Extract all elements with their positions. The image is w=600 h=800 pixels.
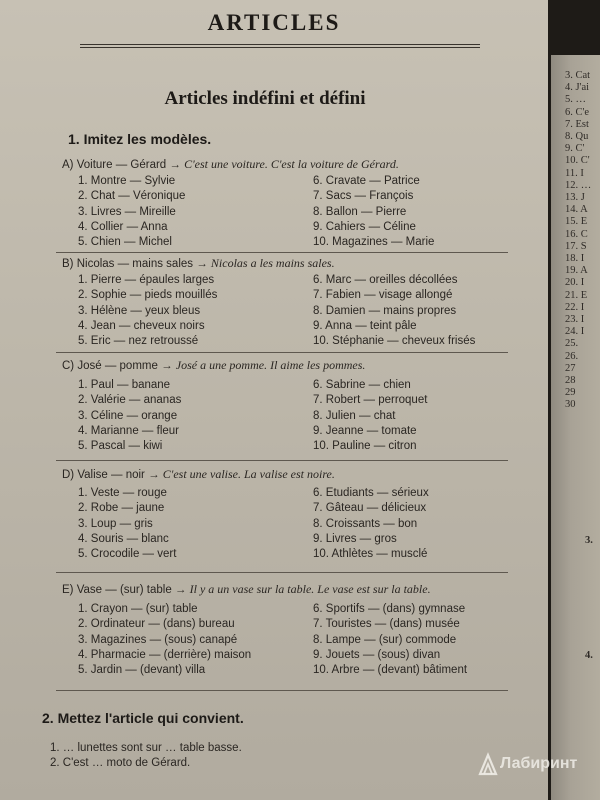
section-divider — [56, 690, 508, 691]
model-result: C'est une valise. La valise est noire. — [162, 467, 335, 481]
exercise-item: 2. Chat — Véronique — [78, 190, 186, 203]
model-b — [62, 256, 335, 271]
facing-page-fragment: 29 — [565, 387, 576, 399]
exercise-item: 10. Athlètes — musclé — [313, 548, 428, 561]
exercise-item: 9. Anna — teint pâle — [313, 319, 417, 332]
facing-page-fragment: 11. I — [565, 167, 584, 179]
model-c — [62, 358, 365, 373]
exercise-line: 1. … lunettes sont sur … table basse. — [50, 742, 242, 754]
exercise-item: 1. Veste — rouge — [78, 487, 167, 499]
facing-page-fragment: 22. I — [565, 301, 585, 313]
exercise-item: 9. Jouets — (sous) divan — [313, 648, 441, 661]
model-label: D) — [62, 469, 75, 481]
exercise-item: 8. Lampe — (sur) commode — [313, 633, 457, 646]
facing-page-fragment: 4. — [585, 650, 593, 661]
model-prompt: Voiture — Gérard → — [76, 159, 181, 171]
exercise-item: 3. Loup — gris — [78, 517, 153, 530]
model-label: E) — [62, 584, 74, 596]
exercise-item: 8. Damien — mains propres — [313, 304, 457, 317]
exercise-item: 2. Ordinateur — (dans) bureau — [78, 618, 235, 631]
section-divider — [56, 352, 508, 353]
exercise-item: 8. Julien — chat — [313, 409, 396, 422]
exercise-item: 7. Robert — perroquet — [313, 394, 428, 407]
exercise-item: 9. Livres — gros — [313, 532, 397, 545]
model-result: C'est une voiture. C'est la voiture de Gérard. — [184, 157, 399, 171]
exercise-item: 6. Cravate — Patrice — [313, 175, 420, 187]
model-d — [62, 467, 335, 482]
exercise-item: 3. Livres — Mireille — [78, 205, 176, 218]
facing-page-fragment: 16. C — [565, 228, 588, 240]
facing-page-fragment: 15. E — [565, 216, 588, 228]
model-prompt: Valise — noir → — [77, 469, 160, 481]
exercise-item: 10. Pauline — citron — [313, 440, 417, 453]
exercise-item: 1. Montre — Sylvie — [78, 175, 176, 187]
exercise-item: 1. Pierre — épaules larges — [78, 274, 215, 286]
watermark — [478, 752, 577, 776]
exercise-item: 2. Robe — jaune — [78, 502, 165, 515]
section-divider — [56, 252, 508, 253]
model-label: B) — [62, 258, 74, 270]
exercise-item: 7. Touristes — (dans) musée — [313, 618, 460, 631]
exercise-item: 1. Paul — banane — [78, 379, 171, 391]
exercise-item: 3. Magazines — (sous) canapé — [78, 633, 238, 646]
facing-page-fragment: 26. — [565, 350, 579, 362]
exercise-item: 6. Sportifs — (dans) gymnase — [313, 603, 466, 615]
facing-page-fragment: 9. C' — [565, 143, 585, 155]
exercise-item: 10. Stéphanie — cheveux frisés — [313, 335, 476, 348]
exercise-item: 7. Sacs — François — [313, 190, 414, 203]
exercise-item: 2. Valérie — ananas — [78, 394, 182, 407]
exercise-item: 3. Hélène — yeux bleus — [78, 304, 201, 317]
facing-page-fragment: 20. I — [565, 277, 585, 289]
exercise-item: 6. Sabrine — chien — [313, 379, 411, 391]
model-a — [62, 157, 399, 172]
exercise-item: 3. Céline — orange — [78, 409, 178, 422]
exercise-item: 10. Arbre — (devant) bâtiment — [313, 664, 468, 677]
facing-page-fragment: 13. J — [565, 192, 585, 203]
exercise-item: 5. Eric — nez retroussé — [78, 335, 199, 348]
facing-page-fragment: 18. I — [565, 253, 585, 264]
exercise-item: 4. Souris — blanc — [78, 532, 169, 545]
exercise-item: 7. Gâteau — délicieux — [313, 502, 427, 515]
chapter-header: ARTICLES — [207, 10, 341, 35]
exercise-2-lines — [50, 741, 242, 771]
facing-page-fragment: 28 — [565, 375, 576, 386]
facing-page-fragment: 17. S — [565, 240, 587, 252]
facing-page-fragment: 6. C'e — [565, 106, 590, 118]
facing-page-fragment: 5. … — [565, 94, 586, 106]
model-result: José a une pomme. Il aime les pommes. — [175, 358, 366, 372]
exercise-item: 10. Magazines — Marie — [313, 236, 435, 249]
watermark-text: Лабиринт — [500, 755, 578, 772]
model-e — [62, 582, 431, 597]
facing-page-fragment: 7. Est — [565, 118, 589, 130]
labyrinth-logo-icon — [478, 752, 498, 776]
model-label: C) — [62, 360, 75, 372]
exercise-item: 6. Marc — oreilles décollées — [313, 274, 458, 286]
model-label: A) — [62, 159, 74, 171]
exercise-2-title: 2. Mettez l'article qui convient. — [42, 710, 244, 726]
exercise-item: 4. Pharmacie — (derrière) maison — [78, 648, 252, 661]
exercise-item: 9. Jeanne — tomate — [313, 424, 417, 437]
facing-page-fragment: 30 — [565, 399, 576, 411]
header-rule — [80, 47, 480, 48]
facing-page-fragment: 23. I — [565, 314, 585, 325]
facing-page-fragment: 3. Cat — [565, 70, 591, 81]
facing-page-fragment: 24. I — [565, 326, 585, 338]
exercise-item: 5. Crocodile — vert — [78, 548, 177, 561]
exercise-item: 5. Pascal — kiwi — [78, 440, 163, 453]
exercise-item: 8. Ballon — Pierre — [313, 205, 407, 218]
facing-page-fragment: 10. C' — [565, 155, 590, 167]
exercise-line: 2. C'est … moto de Gérard. — [50, 757, 191, 769]
exercise-item: 8. Croissants — bon — [313, 517, 418, 530]
exercise-item: 9. Cahiers — Céline — [313, 220, 416, 233]
exercise-item: 6. Etudiants — sérieux — [313, 487, 429, 499]
facing-page-fragment: 8. Qu — [565, 131, 589, 142]
section-title: Articles indéfini et défini — [164, 88, 366, 109]
facing-page — [551, 55, 600, 800]
exercise-item: 5. Chien — Michel — [78, 236, 172, 249]
facing-page-fragment: 4. J'ai — [565, 82, 590, 94]
section-divider — [56, 460, 508, 461]
section-divider — [56, 572, 508, 573]
model-result: Il y a un vase sur la table. Le vase est sur la table. — [189, 582, 431, 596]
model-prompt: Nicolas — mains sales → — [76, 258, 208, 270]
facing-page-fragment: 14. A — [565, 204, 588, 216]
facing-page-fragment: 21. E — [565, 289, 588, 301]
header-rule — [80, 44, 480, 45]
exercise-item: 1. Crayon — (sur) table — [78, 603, 198, 615]
facing-page-fragment: 12. … — [565, 179, 592, 191]
facing-page-fragment: 19. A — [565, 265, 588, 277]
facing-page-fragment: 3. — [585, 535, 593, 546]
exercise-item: 5. Jardin — (devant) villa — [78, 664, 206, 677]
exercise-item: 4. Collier — Anna — [78, 220, 168, 233]
facing-page-fragment: 25. — [565, 338, 579, 350]
model-prompt: José — pomme → — [77, 360, 173, 372]
exercise-item: 4. Jean — cheveux noirs — [78, 319, 205, 332]
model-prompt: Vase — (sur) table → — [76, 584, 187, 596]
exercise-1-title: 1. Imitez les modèles. — [68, 131, 212, 147]
exercise-item: 7. Fabien — visage allongé — [313, 289, 453, 302]
exercise-item: 2. Sophie — pieds mouillés — [78, 289, 218, 302]
model-result: Nicolas a les mains sales. — [210, 256, 335, 270]
exercise-item: 4. Marianne — fleur — [78, 424, 179, 437]
facing-page-fragment: 27 — [565, 362, 576, 374]
